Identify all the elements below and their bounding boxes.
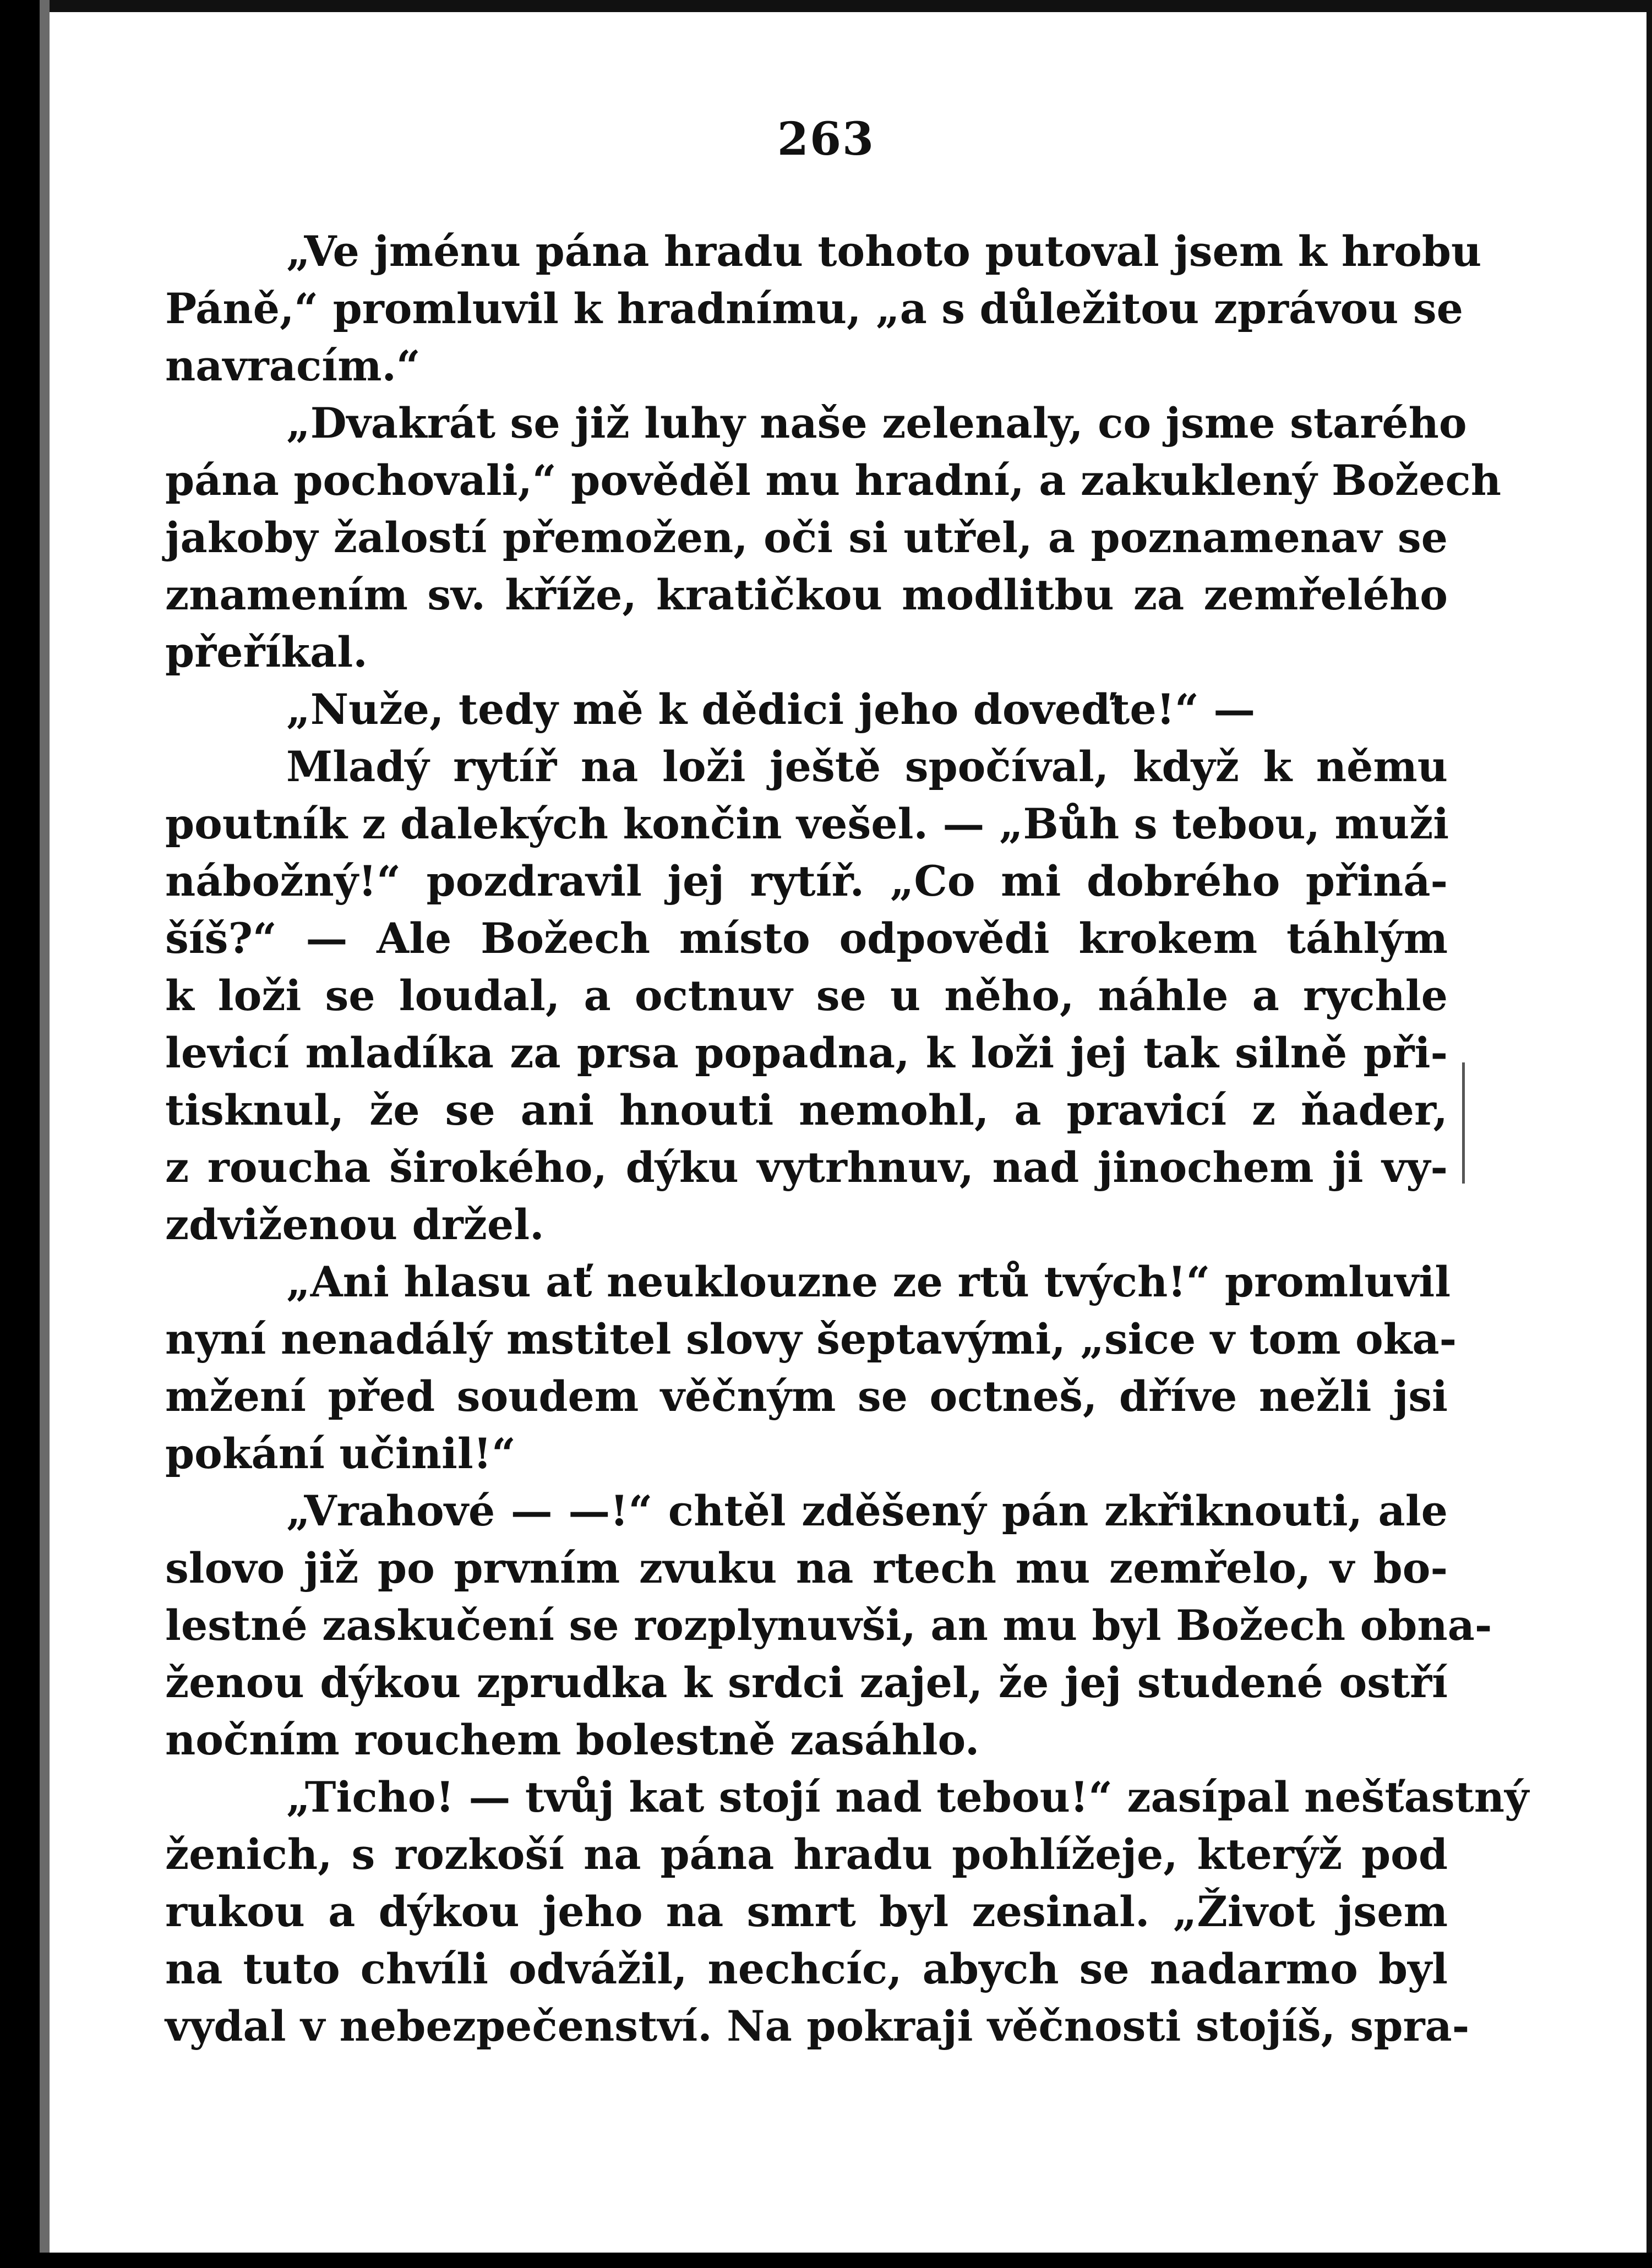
text-line: Páně,“ promluvil k hradnímu, „a s důležitou zprávou se [165, 284, 1464, 333]
scan-edge-left-shadow [40, 0, 50, 2268]
text-line: vydal v nebezpečenství. Na pokraji věčnosti stojíš, spra- [165, 2002, 1470, 2051]
text-line: šíš?“ — Ale Božech místo odpovědi krokem táhlým [165, 914, 1448, 963]
body-text [165, 223, 1529, 2055]
text-line: poutník z dalekých končin vešel. — „Bůh s tebou, muži [165, 799, 1449, 848]
text-line: slovo již po prvním zvuku na rtech mu zemřelo, v bo- [165, 1544, 1448, 1593]
text-line: přeříkal. [165, 628, 368, 677]
text-line: tisknul, že se ani hnouti nemohl, a pravicí z ňader, [165, 1086, 1448, 1135]
text-line: lestné zaskučení se rozplynuvši, an mu byl Božech obna- [165, 1601, 1492, 1650]
scan-edge-right [1646, 0, 1652, 2268]
scan-edge-top [0, 0, 1652, 12]
text-line: nábožný!“ pozdravil jej rytíř. „Co mi dobrého přiná- [165, 857, 1448, 906]
text-line: ženou dýkou zprudka k srdci zajel, že jej studené ostří [165, 1658, 1448, 1707]
margin-mark [1462, 1062, 1465, 1184]
text-line: nočním rouchem bolestně zasáhlo. [165, 1715, 980, 1764]
text-line: „Ticho! — tvůj kat stojí nad tebou!“ zasípal nešťastný [286, 1773, 1529, 1822]
text-line: k loži se loudal, a octnuv se u něho, náhle a rychle [165, 971, 1448, 1020]
text-line: z roucha širokého, dýku vytrhnuv, nad jinochem ji vy- [165, 1143, 1448, 1192]
text-line: zdviženou držel. [165, 1200, 544, 1249]
text-line: ženich, s rozkoší na pána hradu pohlížeje, kterýž pod [165, 1830, 1448, 1879]
text-line: „Dvakrát se již luhy naše zelenaly, co jsme starého [286, 399, 1467, 448]
text-line: „Nuže, tedy mě k dědici jeho doveďte!“ — [286, 685, 1256, 734]
text-line: levicí mladíka za prsa popadna, k loži jej tak silně při- [165, 1028, 1448, 1077]
text-line: „Vrahové — —!“ chtěl zděšený pán zkřiknouti, ale [286, 1486, 1448, 1535]
text-line: znamením sv. kříže, kratičkou modlitbu za zemřelého [165, 570, 1448, 619]
text-line: navracím.“ [165, 341, 421, 390]
text-line: Mladý rytíř na loži ještě spočíval, když k němu [286, 742, 1448, 791]
text-line: pána pochovali,“ pověděl mu hradní, a zakuklený Božech [165, 456, 1501, 505]
text-line: jakoby žalostí přemožen, oči si utřel, a poznamenav se [165, 513, 1448, 562]
text-line: nyní nenadálý mstitel slovy šeptavými, „sice v tom oka- [165, 1315, 1457, 1364]
scan-edge-left [0, 0, 40, 2268]
page-number: 263 [777, 113, 875, 166]
scan-edge-bottom [0, 2253, 1652, 2268]
text-line: pokání učinil!“ [165, 1429, 516, 1478]
text-line: rukou a dýkou jeho na smrt byl zesinal. „Život jsem [165, 1887, 1448, 1936]
text-line: „Ve jménu pána hradu tohoto putoval jsem k hrobu [286, 227, 1482, 276]
text-line: mžení před soudem věčným se octneš, dříve nežli jsi [165, 1372, 1448, 1421]
text-line: „Ani hlasu ať neuklouzne ze rtů tvých!“ promluvil [286, 1257, 1451, 1306]
text-line: na tuto chvíli odvážil, nechcíc, abych se nadarmo byl [165, 1944, 1448, 1993]
